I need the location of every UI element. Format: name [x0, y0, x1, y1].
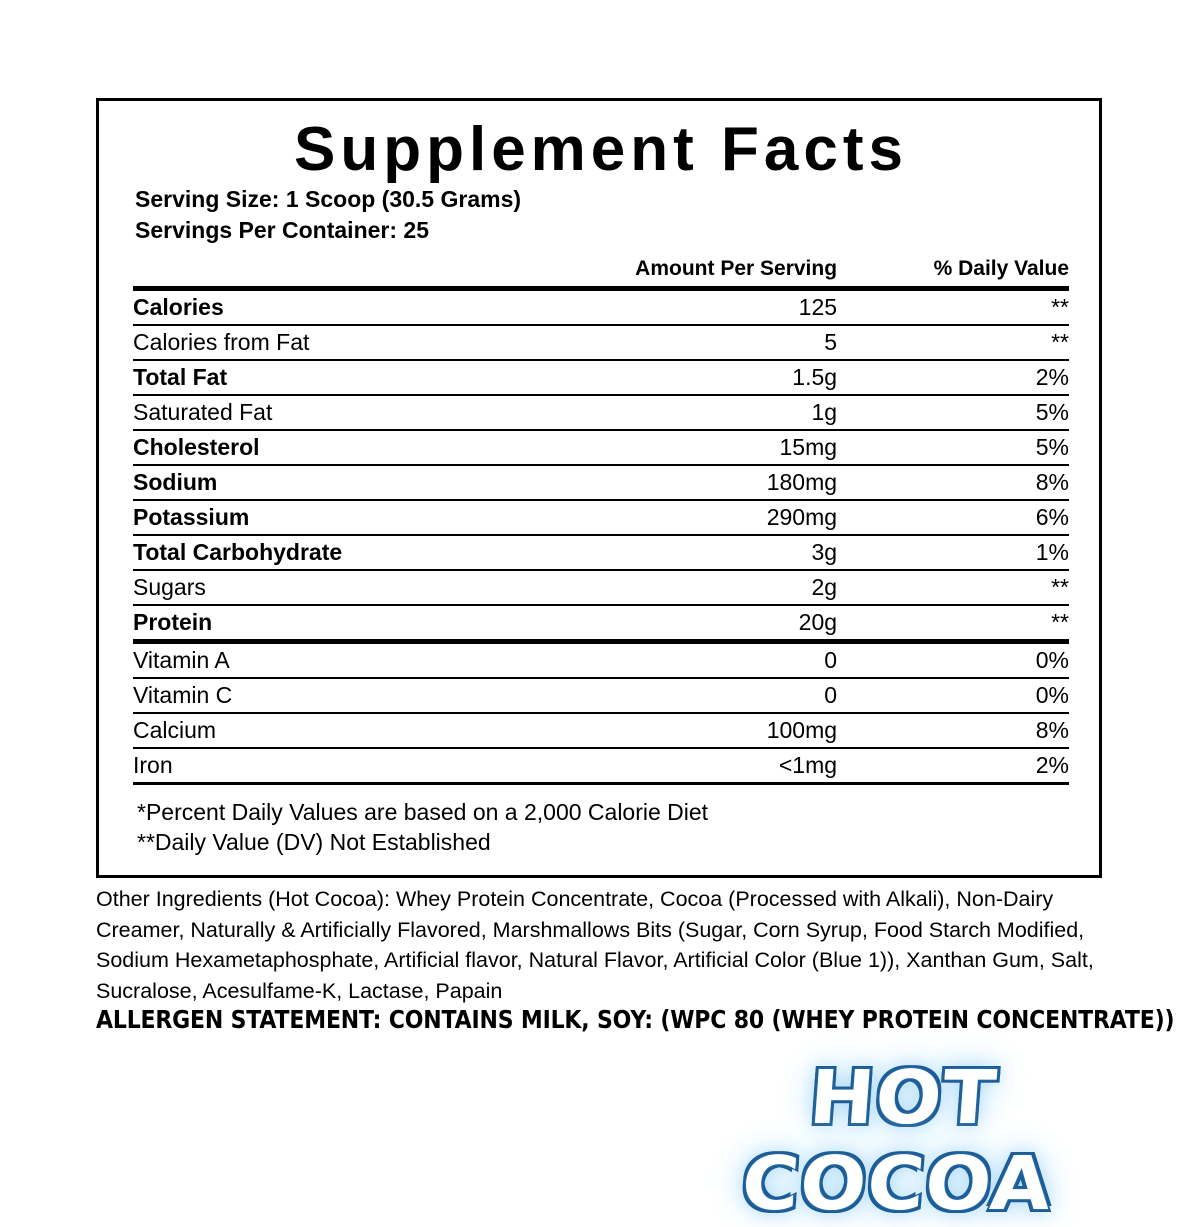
row-daily-value: 6%: [837, 500, 1069, 535]
row-amount: 5: [491, 325, 837, 360]
page-title: Supplement Facts: [294, 115, 908, 184]
row-label: Potassium: [133, 500, 491, 535]
table-row: [133, 325, 1069, 360]
row-label: Calcium: [133, 713, 491, 748]
table-header-row: [133, 254, 1069, 289]
row-daily-value: **: [837, 289, 1069, 326]
table-row: [133, 360, 1069, 395]
row-daily-value: **: [837, 325, 1069, 360]
row-amount: 2g: [491, 570, 837, 605]
row-daily-value: 2%: [837, 360, 1069, 395]
row-daily-value: 8%: [837, 713, 1069, 748]
row-label: Vitamin C: [133, 678, 491, 713]
row-label: Sodium: [133, 465, 491, 500]
other-ingredients-text: Other Ingredients (Hot Cocoa): Whey Protein Concentrate, Cocoa (Processed with Alkali), Non-Dairy Creamer, Naturally & Artificially Flavored, Marshmallows Bits (Sugar, Corn Syrup, Food Starch Modified, Sodium Hexametaphosphate, Artificial flavor, Natural Flavor, Artificial Color (Blue 1)), Xanthan Gum, Salt, Sucralose, Acesulfame-K, Lactase, Papain: [96, 887, 1094, 1003]
flavor-badge: [690, 1055, 1110, 1227]
table-bottom-rule-row: [133, 784, 1069, 792]
row-daily-value: 5%: [837, 395, 1069, 430]
row-label: Cholesterol: [133, 430, 491, 465]
table-row: [133, 289, 1069, 326]
nutrition-table: [133, 254, 1069, 791]
table-row: [133, 605, 1069, 642]
row-amount: 290mg: [491, 500, 837, 535]
table-row: [133, 713, 1069, 748]
row-amount: 20g: [491, 605, 837, 642]
row-daily-value: 0%: [837, 678, 1069, 713]
table-row: [133, 430, 1069, 465]
row-daily-value: **: [837, 605, 1069, 642]
row-label: Saturated Fat: [133, 395, 491, 430]
header-daily-value: % Daily Value: [933, 257, 1069, 281]
row-label: Calories: [133, 289, 491, 326]
row-amount: <1mg: [491, 748, 837, 784]
table-row: [133, 535, 1069, 570]
row-daily-value: 2%: [837, 748, 1069, 784]
servings-per-container-line: Servings Per Container: 25: [135, 217, 429, 244]
row-daily-value: **: [837, 570, 1069, 605]
row-amount: 1g: [491, 395, 837, 430]
footnote-daily-values: *Percent Daily Values are based on a 2,000 Calorie Diet: [137, 799, 709, 826]
table-row: [133, 748, 1069, 784]
row-amount: 0: [491, 642, 837, 679]
row-amount: 125: [491, 289, 837, 326]
serving-size-line: Serving Size: 1 Scoop (30.5 Grams): [135, 186, 522, 213]
bottom-rule-cell: [491, 784, 837, 792]
table-row: [133, 500, 1069, 535]
bottom-rule-cell: [837, 784, 1069, 792]
table-row: [133, 678, 1069, 713]
row-label: Sugars: [133, 570, 491, 605]
row-amount: 100mg: [491, 713, 837, 748]
row-label: Total Carbohydrate: [133, 535, 491, 570]
flavor-name: HOT COCOA: [738, 1055, 1055, 1227]
row-label: Vitamin A: [133, 642, 491, 679]
row-daily-value: 1%: [837, 535, 1069, 570]
panel-inner: [133, 113, 1069, 858]
allergen-statement: ALLERGEN STATEMENT: CONTAINS MILK, SOY: (WPC 80 (WHEY PROTEIN CONCENTRATE)): [96, 1005, 1175, 1034]
header-amount: Amount Per Serving: [635, 257, 838, 281]
table-row: [133, 465, 1069, 500]
row-label: Calories from Fat: [133, 325, 491, 360]
row-label: Iron: [133, 748, 491, 784]
table-row: [133, 570, 1069, 605]
footnote-dv-not-established: **Daily Value (DV) Not Established: [137, 829, 491, 856]
row-daily-value: 5%: [837, 430, 1069, 465]
row-daily-value: 0%: [837, 642, 1069, 679]
table-row: [133, 642, 1069, 679]
table-row: [133, 395, 1069, 430]
row-label: Total Fat: [133, 360, 491, 395]
row-label: Protein: [133, 605, 491, 642]
row-amount: 15mg: [491, 430, 837, 465]
row-amount: 3g: [491, 535, 837, 570]
bottom-rule-cell: [133, 784, 491, 792]
supplement-facts-panel: [96, 98, 1102, 878]
row-amount: 0: [491, 678, 837, 713]
row-amount: 1.5g: [491, 360, 837, 395]
row-daily-value: 8%: [837, 465, 1069, 500]
header-blank: [133, 254, 491, 289]
row-amount: 180mg: [491, 465, 837, 500]
